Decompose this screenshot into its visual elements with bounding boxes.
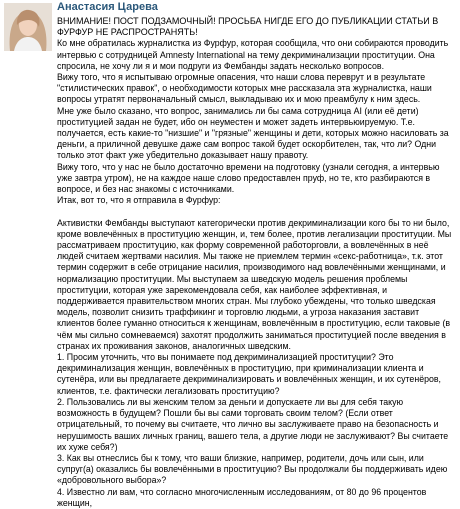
question-1: 1. Просим уточнить, что вы понимаете под декриминализацией проституции? Это декриминализация женщин, вовлечённых в проституцию, при криминализации клиента и сутенёра, или вы предлагаете декриминализировать и вовлечённых женщин, и их сутенёров, клиентов, т.е. фактически легализовать проституцию? (57, 352, 441, 396)
paragraph-intro: Ко мне обратилась журналистка из Фурфур, которая сообщила, что они собираются проводить интервью с сотрудницей Amnesty International на тему декриминализации проституции. Она спросила, не хочу ли я и мои подруги из Фембанды задать несколько вопросов. (57, 38, 449, 71)
question-2: 2. Пользовались ли вы женским телом за деньги и допускаете ли вы для себя такую возможность в будущем? Пошли бы вы сами торговать своим телом? (Если ответ отрицательный, то почему вы считаете, что лично вы заслуживаете право на безопасность и нерушимость ваших личных границ, вашего тела, а другие люди не заслуживают? Вы считаете их хуже себя?) (57, 396, 449, 452)
paragraph-position: Активистки Фембанды выступают категорически против декриминализации кого бы то ни было, кроме вовлечённых в проституцию женщин, и, тем более, против легализации проституции. Мы рассматриваем проституцию, как форму современной работорговли, а вовлечённых в неё людей считаем жертвами насилия. Мы также не приемлем термин «секс-работница», т.к. этот термин содержит в себе отрицание насилия, производимого над вовлечёнными женщинами, и нормализацию проституции. Мы выступаем за шведскую модель решения проблемы проституции, которая уже зарекомендовала себя, как наиболее эффективная, и поддерживается правительством многих стран. Мы глубоко убеждены, что только шведская модель, позволит снизить траффикинг и торговлю людьми, а угроза наказания заставит клиентов более гуманно относиться к женщинам, вовлечённым в проституцию, если таковые (в чём мы сильно сомневаемся) захотят продолжить заниматься проституцией после введения в странах их проживания законов, аналогичных шведским. (57, 217, 452, 351)
question-4: 4. Известно ли вам, что согласно многочисленным исследованиям, от 80 до 96 процентов женщин, (57, 486, 427, 508)
post-text (57, 16, 455, 509)
question-3: 3. Как вы отнеслись бы к тому, что ваши близкие, например, родители, дочь или сын, или супруг(а) оказались бы вовлечёнными в проституцию? Вы продолжали бы поддерживать идею «добровольного выбора»? (57, 452, 448, 486)
paragraph-spacer (57, 206, 455, 217)
paragraph-question-rejected: Мне уже было сказано, что вопрос, занимались ли бы сама сотрудница AI (или её дети) проституцией задан не будет, ибо он неуместен и может задеть интервьюируемую. Т.е. получается, есть какие-то "низшие" и "грязные" женщины и дети, которых можно насиловать за деньги, а приличной девушке даже сам вопрос такой будет оскорбителен, так, что ли? Одни только этот факт уже убедительно доказывает нашу правоту. (57, 105, 449, 161)
avatar-photo-icon (4, 3, 52, 51)
paragraph-time: Вижу того, что у нас не было достаточно времени на подготовку (узнали сегодня, а интервью уже завтра утром), не на каждое наше слово предоставлен пруф, но те, кто разбираются в вопросе, и без нас знакомы с источниками. (57, 161, 440, 195)
post-title: ВНИМАНИЕ! ПОСТ ПОДЗАМОЧНЫЙ! ПРОСЬБА НИГДЕ ЕГО ДО ПУБЛИКАЦИИ СТАТЬИ В ФУРФУР НЕ РАСПРОСТРАНЯТЬ! (57, 16, 439, 38)
author-name-link[interactable]: Анастасия Царева (57, 1, 158, 13)
author-avatar[interactable] (4, 3, 52, 51)
paragraph-concerns: Вижу того, что я испытываю огромные опасения, что наши слова переврут и в результате "стилистических правок", о необходимости которых мне рассказала эта журналистка, наши вопросы утратят первоначальный смысл, выкладываю их и мою преамбулу к ним здесь. (57, 72, 432, 105)
paragraph-lead: Итак, вот то, что я отправила в Фурфур: (57, 195, 221, 206)
